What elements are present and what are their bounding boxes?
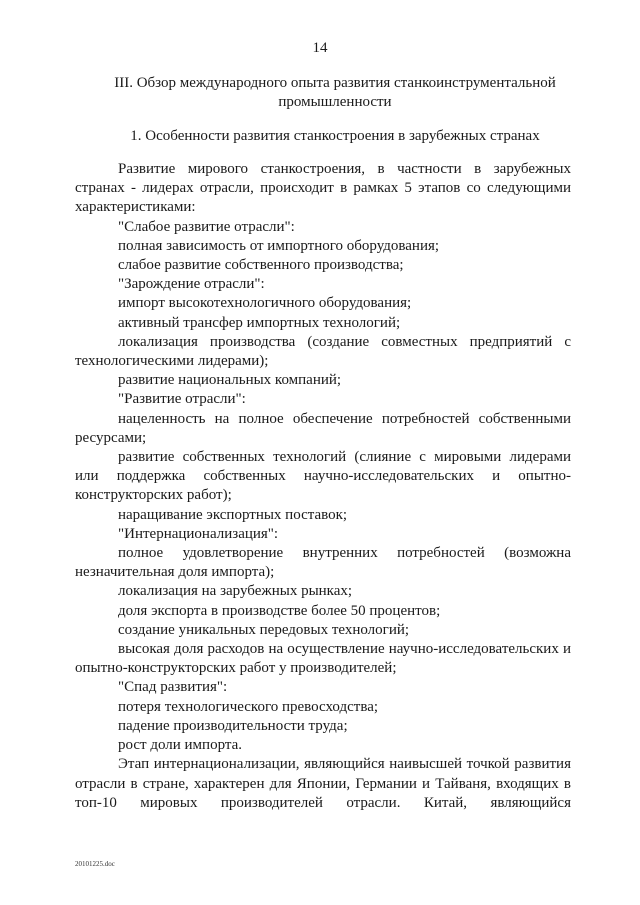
paragraph: развитие национальных компаний; (118, 372, 342, 389)
footer-filename: 20101225.doc (75, 860, 115, 868)
paragraph: потеря технологического превосходства; (118, 698, 379, 715)
body-text (75, 160, 571, 813)
paragraph: доля экспорта в производстве более 50 процентов; (118, 602, 441, 619)
paragraph: "Слабое развитие отрасли": (118, 218, 295, 235)
paragraph: импорт высокотехнологичного оборудования; (118, 295, 412, 312)
paragraph: полное удовлетворение внутренних потребностей (возможна незначительная доля импорта); (75, 545, 571, 581)
paragraph: создание уникальных передовых технологий; (118, 621, 410, 638)
paragraph: рост доли импорта. (118, 737, 243, 754)
section-heading: III. Обзор международного опыта развития станкоинструментальной промышленности (114, 75, 556, 110)
paragraph: развитие собственных технологий (слияние с мировыми лидерами или поддержка собственных научно-исследовательских и опытно-конструкторских работ); (75, 449, 571, 504)
paragraph: локализация производства (создание совместных предприятий с технологическими лидерами); (75, 333, 571, 370)
paragraph: Развитие мирового станкостроения, в частности в зарубежных странах - лидерах отрасли, происходит в рамках 5 этапов со следующими характеристиками: (75, 161, 571, 216)
paragraph: активный трансфер импортных технологий; (118, 314, 401, 331)
paragraph: высокая доля расходов на осуществление научно-исследовательских и опытно-конструкторских работ у производителей; (75, 641, 571, 677)
paragraph: нацеленность на полное обеспечение потребностей собственными ресурсами; (75, 410, 571, 446)
paragraph: "Развитие отрасли": (118, 391, 246, 408)
paragraph: "Спад развития": (118, 679, 228, 696)
page-number: 14 (312, 40, 328, 56)
paragraph: слабое развитие собственного производства; (118, 257, 404, 274)
paragraph: наращивание экспортных поставок; (118, 506, 348, 523)
paragraph: "Интернационализация": (118, 525, 279, 542)
paragraph: локализация на зарубежных рынках; (118, 583, 353, 600)
subsection-heading: 1. Особенности развития станкостроения в зарубежных странах (130, 128, 540, 144)
paragraph: падение производительности труда; (118, 717, 348, 734)
paragraph: "Зарождение отрасли": (118, 276, 265, 293)
paragraph: Этап интернационализации, являющийся наивысшей точкой развития отрасли в стране, характерен для Японии, Германии и Тайваня, входящих в топ-10 мировых производителей отрасли. Китай, являющийся (75, 756, 571, 811)
paragraph: полная зависимость от импортного оборудования; (118, 237, 440, 254)
